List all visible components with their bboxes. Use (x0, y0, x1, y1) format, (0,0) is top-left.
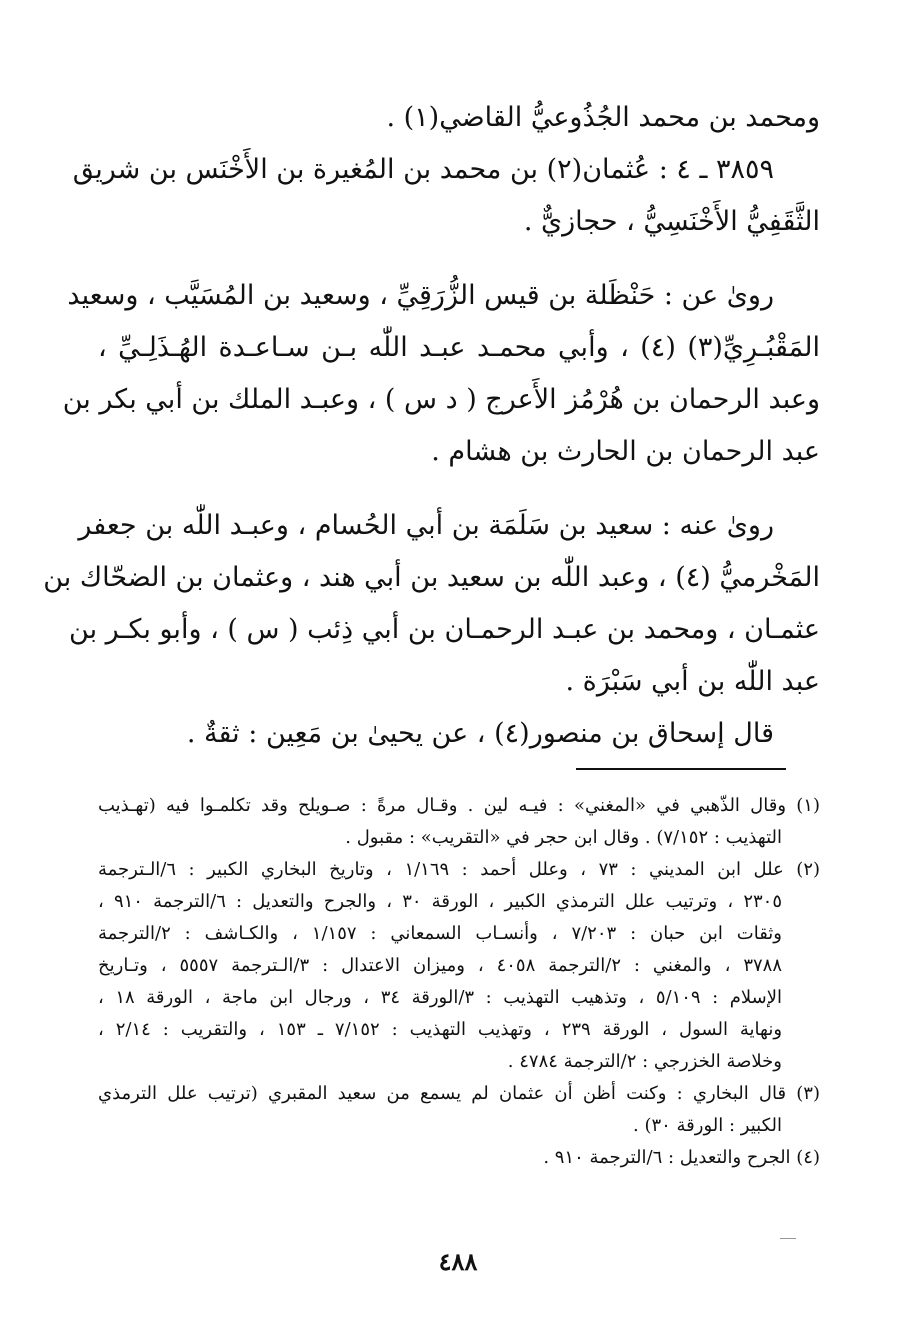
page-number: ٤٨٨ (438, 1247, 478, 1276)
footnote-line: وخلاصة الخزرجي : ٢/الترجمة ٤٧٨٤ . (507, 1051, 782, 1072)
footnote-line: (١) وقال الذّهبي في «المغني» : فيـه لين . وقـال مرةً : صـويلح وقد تكلمـوا فيه (تهـذيب (98, 795, 820, 816)
footnote-separator (576, 768, 786, 770)
text-line: الثَّقَفِيُّ الأَخْنَسِيُّ ، حجازيٌّ . (523, 206, 820, 237)
text-line: عبد اللّٰه بن أبي سَبْرَة . (565, 666, 820, 697)
text-line: روىٰ عن : حَنْظَلة بن قيس الزُّرَقِيِّ ، وسعيد بن المُسَيَّب ، وسعيد (67, 280, 774, 311)
text-line: عثمـان ، ومحمد بن عبـد الرحمـان بن أبي ذِئب ( س ) ، وأبو بكـر بن (69, 614, 820, 645)
text-line: عبد الرحمان بن الحارث بن هشام . (431, 436, 820, 467)
footnote-line: الكبير : الورقة ٣٠) . (633, 1115, 782, 1136)
footnote-line: (٢) علل ابن المديني : ٧٣ ، وعلل أحمد : ١/١٦٩ ، وتاريخ البخاري الكبير : ٦/الـترجمة (98, 859, 821, 880)
footnote-line: الإسلام : ٥/١٠٩ ، وتذهيب التهذيب : ٣/الورقة ٣٤ ، ورجال ابن ماجة ، الورقة ١٨ ، (98, 987, 783, 1008)
footnote-line: ٢٣٠٥ ، وترتيب علل الترمذي الكبير ، الورقة ٣٠ ، والجرح والتعديل : ٦/الترجمة ٩١٠ ، (98, 891, 783, 912)
text-line: قال إسحاق بن منصور(٤) ، عن يحيىٰ بن مَعِين : ثقةٌ . (186, 718, 774, 749)
text-line: ومحمد بن محمد الجُذُوعيُّ القاضي(١) . (386, 102, 820, 133)
footnote-line: ونهاية السول ، الورقة ٢٣٩ ، وتهذيب التهذيب : ٧/١٥٢ ـ ١٥٣ ، والتقريب : ٢/١٤ ، (98, 1019, 783, 1040)
text-line: روىٰ عنه : سعيد بن سَلَمَة بن أبي الحُسام ، وعبـد اللّٰه بن جعفر (78, 510, 774, 541)
paragraph-gap (98, 478, 820, 500)
footnote-line: ٣٧٨٨ ، والمغني : ٢/الترجمة ٤٠٥٨ ، وميزان الاعتدال : ٣/الـترجمة ٥٥٥٧ ، وتـاريخ (98, 955, 782, 976)
text-line: وعبد الرحمان بن هُرْمُز الأَعرج ( د س ) ، وعبـد الملك بن أبي بكر بن (62, 384, 820, 415)
text-line: المَخْرميُّ (٤) ، وعبد اللّٰه بن سعيد بن أبي هند ، وعثمان بن الضحّاك بن (43, 562, 820, 593)
footnotes (98, 790, 820, 1174)
footnote-line: (٤) الجرح والتعديل : ٦/الترجمة ٩١٠ . (543, 1147, 820, 1168)
text-line: المَقْبُـرِيِّ(٣) (٤) ، وأبي محمـد عبـد اللّٰه بـن سـاعـدة الهُـذَلِـيِّ ، (98, 332, 820, 363)
footnote-line: التهذيب : ٧/١٥٢) . وقال ابن حجر في «التقريب» : مقبول . (345, 827, 782, 848)
main-text (43, 92, 820, 760)
footnote-line: وثقات ابن حبان : ٧/٢٠٣ ، وأنسـاب السمعاني : ١/١٥٧ ، والكـاشف : ٢/الترجمة (98, 923, 782, 944)
paragraph-gap (98, 248, 820, 270)
text-line: ٣٨٥٩ ـ ٤ : عُثمان(٢) بن محمد بن المُغيرة بن الأَخْنَس بن شريق (72, 154, 774, 185)
scan-speck (780, 1238, 796, 1239)
footnote-line: (٣) قال البخاري : وكنت أظن أن عثمان لم يسمع من سعيد المقبري (ترتيب علل الترمذي (98, 1083, 820, 1104)
